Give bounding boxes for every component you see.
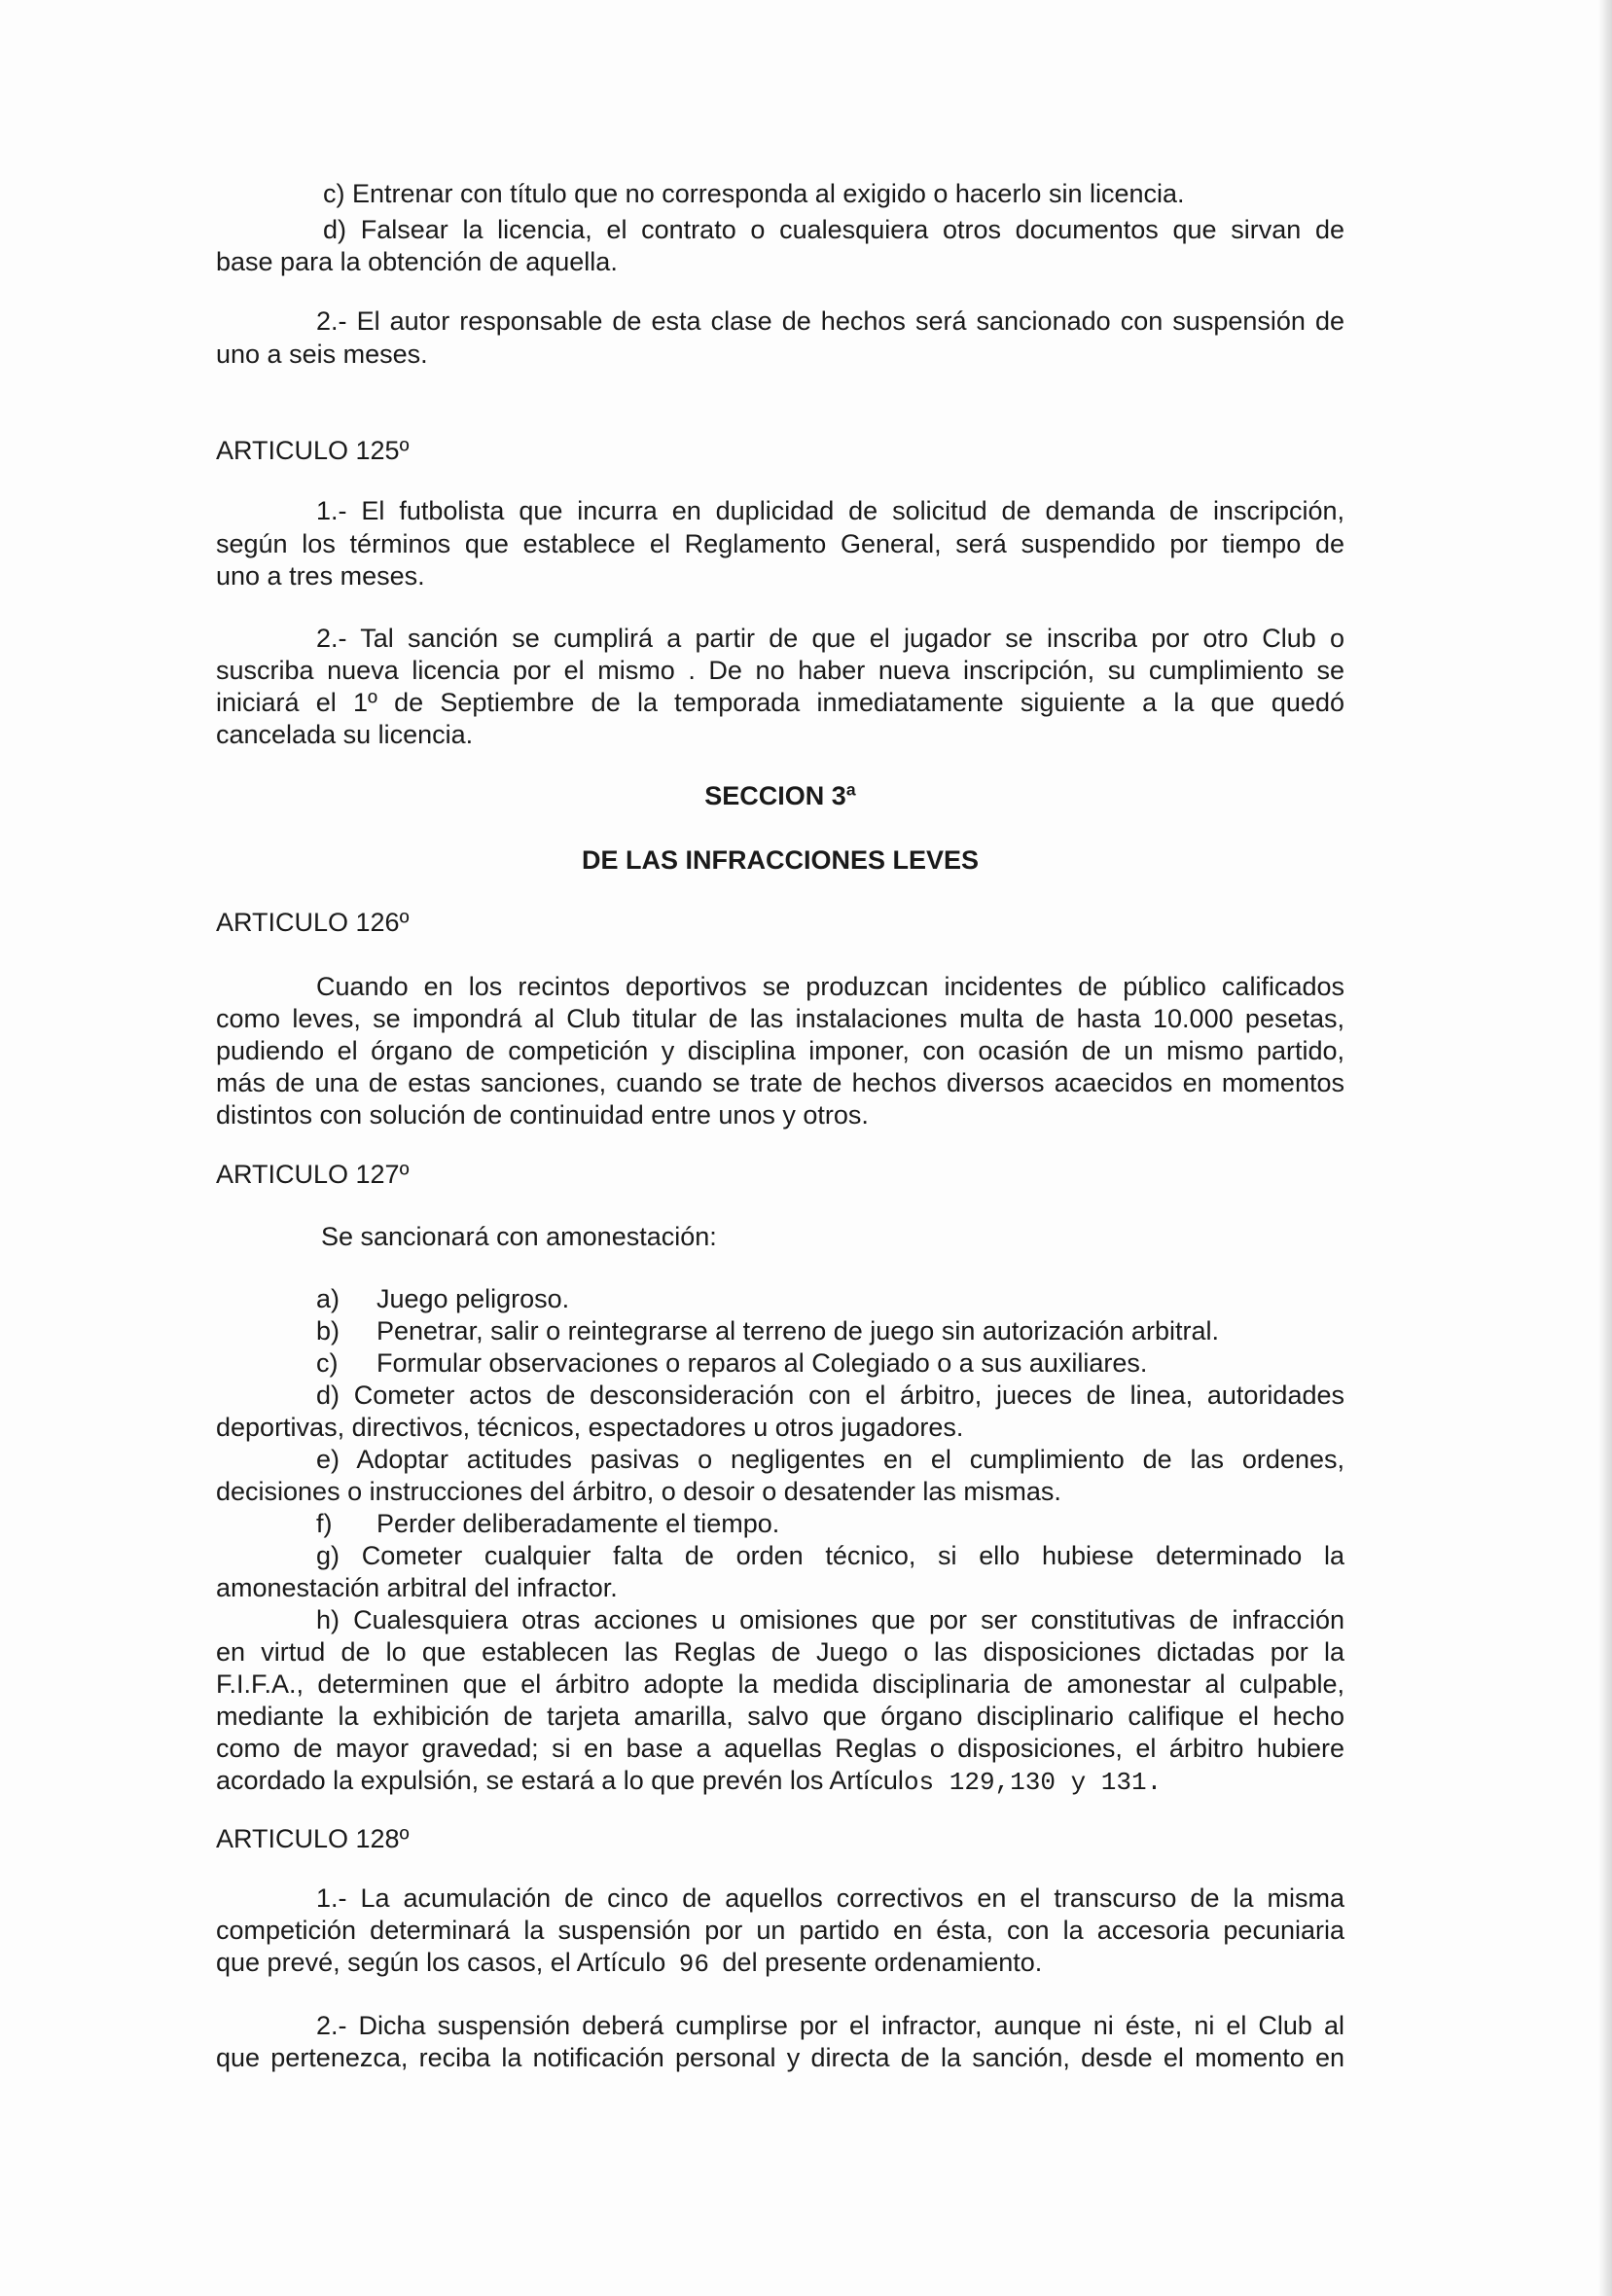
text-line: en virtud de lo que establecen las Reglas de Juego o las disposiciones dictadas por la — [216, 1637, 1344, 1667]
section-heading: SECCION 3ª — [704, 781, 856, 810]
text-line: d) Cometer actos de desconsideración con el árbitro, jueces de linea, autoridades — [316, 1381, 1344, 1410]
text-segment: del presente ordenamiento. — [722, 1948, 1043, 1977]
article-heading-125: ARTICULO 125º — [216, 436, 410, 465]
text-line: 1.- La acumulación de cinco de aquellos correctivos en el transcurso de la misma — [316, 1883, 1344, 1913]
list-label: c) — [316, 1348, 339, 1378]
text-line: Se sancionará con amonestación: — [321, 1222, 717, 1251]
text-line: como leves, se impondrá al Club titular de las instalaciones multa de hasta 10.000 pesetas, — [216, 1004, 1344, 1033]
text-line: decisiones o instrucciones del árbitro, o desoir o desatender las mismas. — [216, 1477, 1061, 1506]
text-line: e) Adoptar actitudes pasivas o negligentes en el cumplimiento de las ordenes, — [316, 1445, 1344, 1474]
list-text: Perder deliberadamente el tiempo. — [376, 1509, 780, 1538]
list-item — [316, 1347, 1344, 1380]
article-heading-128: ARTICULO 128º — [216, 1824, 410, 1853]
text-line: amonestación arbitral del infractor. — [216, 1573, 618, 1602]
text-line: 2.- Dicha suspensión deberá cumplirse por el infractor, aunque ni éste, ni el Club al — [316, 2011, 1344, 2040]
text-line: iniciará el 1º de Septiembre de la temporada inmediatamente siguiente a la que quedó — [216, 688, 1344, 717]
text-line: mediante la exhibición de tarjeta amarilla, salvo que órgano disciplinario califique el hecho — [216, 1702, 1344, 1731]
text-line: suscriba nueva licencia por el mismo . De no haber nueva inscripción, su cumplimiento se — [216, 656, 1344, 685]
section-title: DE LAS INFRACCIONES LEVES — [581, 845, 980, 875]
text-line: h) Cualesquiera otras acciones u omisiones que por ser constitutivas de infracción — [316, 1605, 1344, 1634]
text-line: d) Falsear la licencia, el contrato o cualesquiera otros documentos que sirvan de — [323, 215, 1344, 244]
text-line: como de mayor gravedad; si en base a aquellas Reglas o disposiciones, el árbitro hubiere — [216, 1734, 1344, 1763]
list-text: Juego peligroso. — [376, 1284, 570, 1313]
text-line: 2.- Tal sanción se cumplirá a partir de que el jugador se inscriba por otro Club o — [316, 624, 1344, 653]
list-text: Formular observaciones o reparos al Colegiado o a sus auxiliares. — [376, 1348, 1148, 1378]
text-line: que pertenezca, reciba la notificación personal y directa de la sanción, desde el momento en — [216, 2043, 1344, 2072]
list-label: a) — [316, 1284, 340, 1313]
text-line: g) Cometer cualquier falta de orden técnico, si ello hubiese determinado la — [316, 1541, 1344, 1570]
text-segment: acordado la expulsión, se estará a lo que prevén los Artícul — [216, 1766, 904, 1795]
text-line: base para la obtención de aquella. — [216, 247, 618, 276]
list-label: f) — [316, 1509, 333, 1538]
article-heading-127: ARTICULO 127º — [216, 1160, 410, 1189]
text-line: competición determinará la suspensión por un partido en ésta, con la accesoria pecuniaria — [216, 1916, 1344, 1945]
text-line: F.I.F.A., determinen que el árbitro adopte la medida disciplinaria de amonestar al culpable, — [216, 1669, 1344, 1699]
list-label: b) — [316, 1316, 340, 1345]
text-line: uno a tres meses. — [216, 561, 425, 591]
text-line: c) Entrenar con título que no corresponda al exigido o hacerlo sin licencia. — [323, 179, 1185, 208]
text-line: distintos con solución de continuidad entre unos y otros. — [216, 1100, 869, 1130]
list-item — [316, 1508, 1344, 1540]
list-item — [316, 1315, 1344, 1347]
page-edge-shadow — [1598, 0, 1612, 2296]
text-line: deportivas, directivos, técnicos, espectadores u otros jugadores. — [216, 1413, 964, 1442]
text-line: 1.- El futbolista que incurra en duplicidad de solicitud de demanda de inscripción, — [316, 496, 1344, 525]
article-heading-126: ARTICULO 126º — [216, 908, 410, 937]
text-line: Cuando en los recintos deportivos se produzcan incidentes de público calificados — [316, 972, 1344, 1001]
text-line: uno a seis meses. — [216, 340, 428, 369]
list-text: Penetrar, salir o reintegrarse al terreno de juego sin autorización arbitral. — [376, 1316, 1219, 1345]
text-line: más de una de estas sanciones, cuando se trate de hechos diversos acaecidos en momentos — [216, 1068, 1344, 1097]
text-line — [216, 1765, 1344, 1799]
text-line: cancelada su licencia. — [216, 720, 474, 749]
text-line: pudiendo el órgano de competición y disciplina imponer, con ocasión de un mismo partido, — [216, 1036, 1344, 1065]
text-line: según los términos que establece el Reglamento General, será suspendido por tiempo de — [216, 529, 1344, 558]
typewriter-insert: os 129,130 y 131. — [903, 1768, 1163, 1797]
text-line — [216, 1947, 1344, 1981]
text-segment: que prevé, según los casos, el Artículo — [216, 1948, 666, 1977]
typewriter-insert: 96 — [678, 1950, 710, 1979]
list-item — [316, 1283, 1344, 1315]
text-line: 2.- El autor responsable de esta clase de hechos será sancionado con suspensión de — [316, 306, 1344, 336]
